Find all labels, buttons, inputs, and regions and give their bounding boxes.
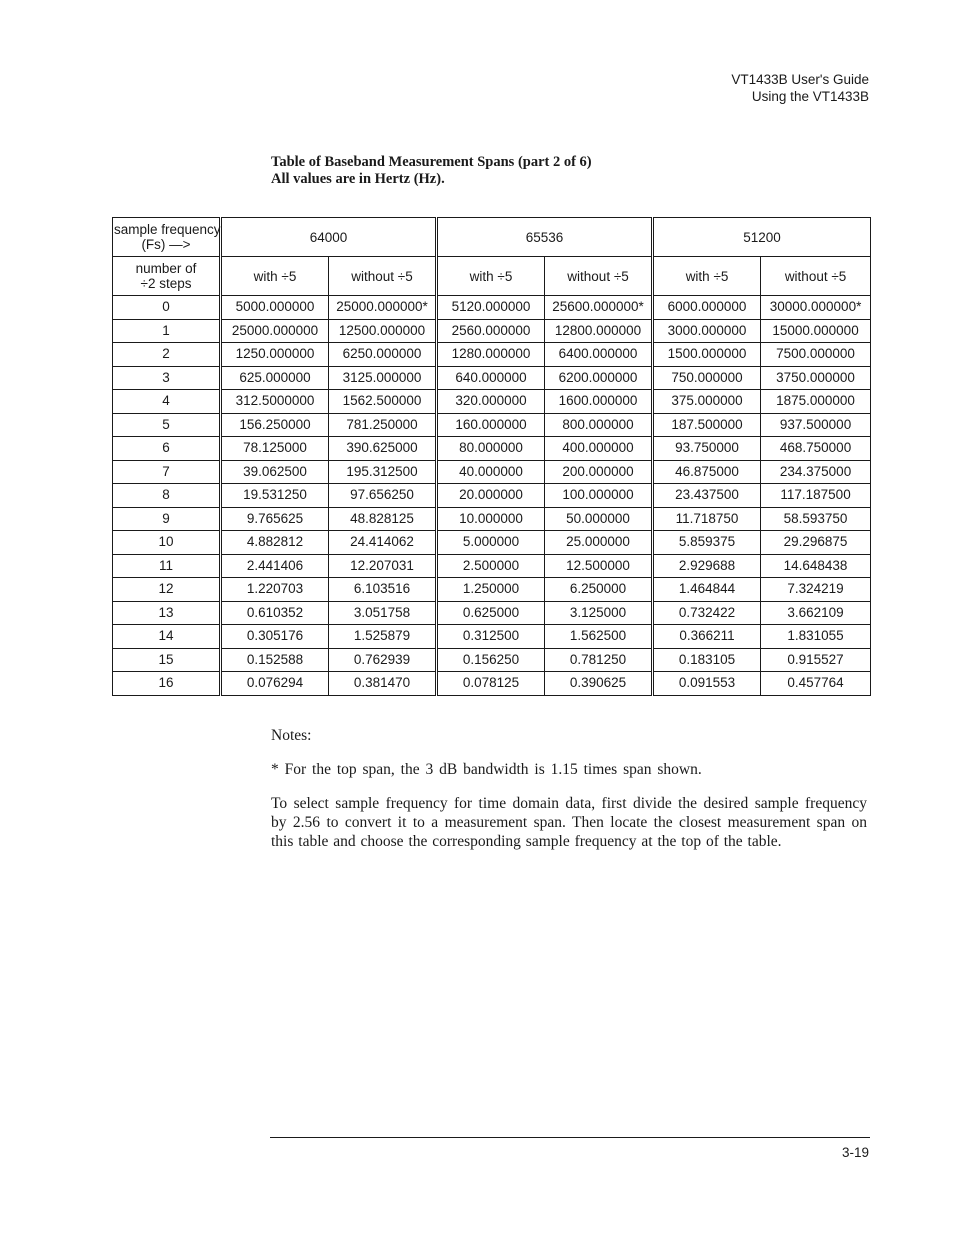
span-value-cell: 15000.000000 xyxy=(761,319,871,343)
table-row xyxy=(113,366,871,390)
span-value-cell: 640.000000 xyxy=(437,366,545,390)
span-value-cell: 12.207031 xyxy=(329,554,437,578)
span-value-cell: 7.324219 xyxy=(761,578,871,602)
step-number-cell: 12 xyxy=(113,578,221,602)
note-select-sample-frequency: To select sample frequency for time domain data, first divide the desired sample frequency by 2.56 to convert it to a measurement span. Then locate the closest measurement span on this table and choose the corresponding sample frequency at the top of the table. xyxy=(271,795,867,850)
span-value-cell: 2560.000000 xyxy=(437,319,545,343)
step-number-cell: 5 xyxy=(113,413,221,437)
step-number-cell: 9 xyxy=(113,507,221,531)
span-value-cell: 1280.000000 xyxy=(437,343,545,367)
span-value-cell: 200.000000 xyxy=(545,460,653,484)
span-value-cell: 781.250000 xyxy=(329,413,437,437)
step-number-cell: 6 xyxy=(113,437,221,461)
note-top-span: * For the top span, the 3 dB bandwidth is 1.15 times span shown. xyxy=(271,761,702,778)
span-value-cell: 3.125000 xyxy=(545,601,653,625)
table-row xyxy=(113,601,871,625)
span-value-cell: 0.610352 xyxy=(221,601,329,625)
subheader-with-div5: with ÷5 xyxy=(653,257,761,296)
span-value-cell: 1250.000000 xyxy=(221,343,329,367)
step-number-cell: 14 xyxy=(113,625,221,649)
span-value-cell: 3.051758 xyxy=(329,601,437,625)
span-value-cell: 1500.000000 xyxy=(653,343,761,367)
span-value-cell: 1.562500 xyxy=(545,625,653,649)
step-number-cell: 3 xyxy=(113,366,221,390)
span-value-cell: 6400.000000 xyxy=(545,343,653,367)
span-value-cell: 78.125000 xyxy=(221,437,329,461)
span-value-cell: 25600.000000* xyxy=(545,296,653,320)
span-value-cell: 0.625000 xyxy=(437,601,545,625)
span-value-cell: 0.156250 xyxy=(437,648,545,672)
table-row xyxy=(113,319,871,343)
table-row xyxy=(113,625,871,649)
subheader-with-div5: with ÷5 xyxy=(437,257,545,296)
span-value-cell: 156.250000 xyxy=(221,413,329,437)
span-value-cell: 1.220703 xyxy=(221,578,329,602)
step-number-cell: 16 xyxy=(113,672,221,696)
span-value-cell: 12.500000 xyxy=(545,554,653,578)
step-number-cell: 11 xyxy=(113,554,221,578)
span-value-cell: 7500.000000 xyxy=(761,343,871,367)
span-value-cell: 187.500000 xyxy=(653,413,761,437)
span-value-cell: 50.000000 xyxy=(545,507,653,531)
table-row xyxy=(113,484,871,508)
table-row xyxy=(113,296,871,320)
span-value-cell: 1.525879 xyxy=(329,625,437,649)
span-value-cell: 14.648438 xyxy=(761,554,871,578)
span-value-cell: 750.000000 xyxy=(653,366,761,390)
table-row xyxy=(113,554,871,578)
page-number: 3-19 xyxy=(841,1145,869,1160)
header-guide-title: VT1433B User's Guide xyxy=(731,72,869,87)
span-value-cell: 6200.000000 xyxy=(545,366,653,390)
subheader-without-div5: without ÷5 xyxy=(545,257,653,296)
table-row xyxy=(113,507,871,531)
span-value-cell: 6.250000 xyxy=(545,578,653,602)
span-value-cell: 400.000000 xyxy=(545,437,653,461)
span-value-cell: 46.875000 xyxy=(653,460,761,484)
span-value-cell: 390.625000 xyxy=(329,437,437,461)
span-value-cell: 12500.000000 xyxy=(329,319,437,343)
span-value-cell: 1562.500000 xyxy=(329,390,437,414)
span-value-cell: 25000.000000 xyxy=(221,319,329,343)
step-number-cell: 4 xyxy=(113,390,221,414)
span-value-cell: 0.091553 xyxy=(653,672,761,696)
fs-header-64000: 64000 xyxy=(221,218,437,257)
footer-rule xyxy=(270,1137,870,1138)
span-value-cell: 100.000000 xyxy=(545,484,653,508)
span-value-cell: 5120.000000 xyxy=(437,296,545,320)
table-row xyxy=(113,460,871,484)
notes-section xyxy=(271,726,867,851)
step-number-cell: 0 xyxy=(113,296,221,320)
span-value-cell: 2.500000 xyxy=(437,554,545,578)
span-value-cell: 0.915527 xyxy=(761,648,871,672)
table-caption xyxy=(271,154,592,188)
span-value-cell: 234.375000 xyxy=(761,460,871,484)
span-value-cell: 0.781250 xyxy=(545,648,653,672)
span-value-cell: 11.718750 xyxy=(653,507,761,531)
span-value-cell: 5.859375 xyxy=(653,531,761,555)
notes-heading: Notes: xyxy=(271,727,312,744)
span-value-cell: 80.000000 xyxy=(437,437,545,461)
header-chapter-title: Using the VT1433B xyxy=(751,89,869,104)
span-value-cell: 3125.000000 xyxy=(329,366,437,390)
span-value-cell: 30000.000000* xyxy=(761,296,871,320)
table-row xyxy=(113,437,871,461)
span-value-cell: 3750.000000 xyxy=(761,366,871,390)
span-value-cell: 24.414062 xyxy=(329,531,437,555)
span-value-cell: 0.078125 xyxy=(437,672,545,696)
span-value-cell: 0.732422 xyxy=(653,601,761,625)
span-value-cell: 29.296875 xyxy=(761,531,871,555)
span-value-cell: 2.441406 xyxy=(221,554,329,578)
step-number-cell: 1 xyxy=(113,319,221,343)
span-value-cell: 25000.000000* xyxy=(329,296,437,320)
span-value-cell: 3.662109 xyxy=(761,601,871,625)
step-number-cell: 13 xyxy=(113,601,221,625)
span-value-cell: 937.500000 xyxy=(761,413,871,437)
span-value-cell: 40.000000 xyxy=(437,460,545,484)
span-value-cell: 58.593750 xyxy=(761,507,871,531)
subheader-without-div5: without ÷5 xyxy=(761,257,871,296)
subheader-with-div5: with ÷5 xyxy=(221,257,329,296)
span-value-cell: 375.000000 xyxy=(653,390,761,414)
span-value-cell: 468.750000 xyxy=(761,437,871,461)
span-value-cell: 1.250000 xyxy=(437,578,545,602)
span-value-cell: 6.103516 xyxy=(329,578,437,602)
header-row-divide-options xyxy=(113,257,871,296)
span-value-cell: 6250.000000 xyxy=(329,343,437,367)
table-row xyxy=(113,648,871,672)
span-value-cell: 0.076294 xyxy=(221,672,329,696)
table-body xyxy=(113,296,871,696)
span-value-cell: 312.5000000 xyxy=(221,390,329,414)
table-row xyxy=(113,413,871,437)
span-value-cell: 0.381470 xyxy=(329,672,437,696)
step-number-cell: 10 xyxy=(113,531,221,555)
span-value-cell: 12800.000000 xyxy=(545,319,653,343)
span-value-cell: 9.765625 xyxy=(221,507,329,531)
fs-header-65536: 65536 xyxy=(437,218,653,257)
corner-sample-frequency: sample frequency (Fs) —> xyxy=(113,218,221,257)
span-value-cell: 2.929688 xyxy=(653,554,761,578)
span-value-cell: 23.437500 xyxy=(653,484,761,508)
span-value-cell: 10.000000 xyxy=(437,507,545,531)
span-value-cell: 320.000000 xyxy=(437,390,545,414)
span-value-cell: 160.000000 xyxy=(437,413,545,437)
span-value-cell: 0.457764 xyxy=(761,672,871,696)
span-value-cell: 0.390625 xyxy=(545,672,653,696)
span-value-cell: 25.000000 xyxy=(545,531,653,555)
span-value-cell: 6000.000000 xyxy=(653,296,761,320)
span-value-cell: 1.831055 xyxy=(761,625,871,649)
span-value-cell: 625.000000 xyxy=(221,366,329,390)
table-row xyxy=(113,390,871,414)
span-value-cell: 1600.000000 xyxy=(545,390,653,414)
running-header xyxy=(731,71,869,105)
span-value-cell: 0.762939 xyxy=(329,648,437,672)
span-value-cell: 1.464844 xyxy=(653,578,761,602)
span-value-cell: 19.531250 xyxy=(221,484,329,508)
baseband-spans-table xyxy=(112,217,871,696)
table-row xyxy=(113,343,871,367)
corner-number-of-steps: number of ÷2 steps xyxy=(113,257,221,296)
span-value-cell: 1875.000000 xyxy=(761,390,871,414)
table-title: Table of Baseband Measurement Spans (part 2 of 6) xyxy=(271,154,592,170)
span-value-cell: 0.305176 xyxy=(221,625,329,649)
table-row xyxy=(113,531,871,555)
span-value-cell: 4.882812 xyxy=(221,531,329,555)
span-value-cell: 5000.000000 xyxy=(221,296,329,320)
span-value-cell: 0.366211 xyxy=(653,625,761,649)
span-value-cell: 48.828125 xyxy=(329,507,437,531)
header-row-sample-frequency xyxy=(113,218,871,257)
step-number-cell: 7 xyxy=(113,460,221,484)
span-value-cell: 97.656250 xyxy=(329,484,437,508)
span-value-cell: 20.000000 xyxy=(437,484,545,508)
span-value-cell: 800.000000 xyxy=(545,413,653,437)
fs-header-51200: 51200 xyxy=(653,218,871,257)
span-value-cell: 5.000000 xyxy=(437,531,545,555)
step-number-cell: 8 xyxy=(113,484,221,508)
span-value-cell: 3000.000000 xyxy=(653,319,761,343)
step-number-cell: 15 xyxy=(113,648,221,672)
subheader-without-div5: without ÷5 xyxy=(329,257,437,296)
table-row xyxy=(113,672,871,696)
span-value-cell: 0.152588 xyxy=(221,648,329,672)
table-row xyxy=(113,578,871,602)
table-units-note: All values are in Hertz (Hz). xyxy=(271,171,445,187)
span-value-cell: 93.750000 xyxy=(653,437,761,461)
span-value-cell: 0.312500 xyxy=(437,625,545,649)
span-value-cell: 39.062500 xyxy=(221,460,329,484)
span-value-cell: 117.187500 xyxy=(761,484,871,508)
span-value-cell: 195.312500 xyxy=(329,460,437,484)
span-value-cell: 0.183105 xyxy=(653,648,761,672)
step-number-cell: 2 xyxy=(113,343,221,367)
